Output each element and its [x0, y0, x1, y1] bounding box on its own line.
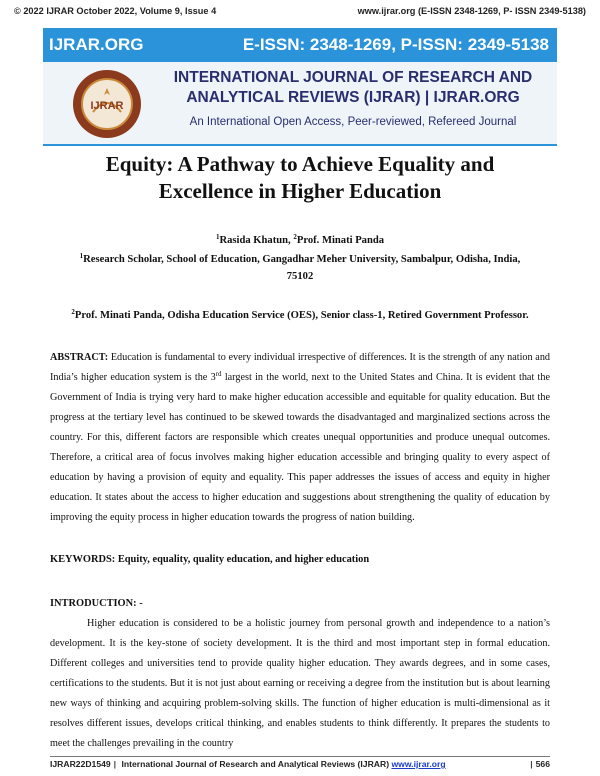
- banner-site-name: IJRAR.ORG: [49, 35, 144, 54]
- abstract-superscript: rd: [215, 370, 222, 378]
- logo-text: IJRAR: [90, 100, 124, 112]
- header-issue-info: © 2022 IJRAR October 2022, Volume 9, Issue 4: [14, 6, 217, 16]
- abstract: [50, 348, 550, 528]
- abstract-text-1: Education is fundamental to every individual irrespective of differences. It is the strength of any nation and India’s higher education system is the 3: [50, 352, 551, 383]
- affiliation-2: $^2$Prof. Minati Panda, Odisha Education Service (OES), Senior class-1, Retired Government Professor.: [71, 308, 529, 321]
- footer-paper-id: IJRAR22D1549: [50, 759, 111, 769]
- journal-name-line1: INTERNATIONAL JOURNAL OF RESEARCH AND: [173, 69, 533, 86]
- header-website-issn: www.ijrar.org (E-ISSN 2348-1269, P- ISSN 2349-5138): [357, 6, 586, 16]
- affiliation-1-pin: 75102: [286, 271, 314, 282]
- abstract-text-2: largest in the world, next to the United States and China. It is evident that the Government of India is trying very hard to make higher education accessible and equitable for quality education. But the progress at the tertiary level has continued to be skewed towards the disadvantaged and marginalized sections across the country. For this, different factors are responsible which creates unequal opportunities and produce unequal outcomes. Therefore, a critical area of focus involves making higher education accessible and bringing quality to every aspect of education by having a provision of equity and equality. This paper addresses the issues of access and equity in higher education. It states about the access to higher education and suggestions about strengthening the quality of education by improving the equity process in higher education towards the progress of nation building.: [50, 372, 551, 523]
- author-1: Rasida Khatun,: [219, 235, 291, 246]
- footer-page-number: 566: [535, 759, 550, 769]
- author-2: Prof. Minati Panda: [296, 235, 385, 246]
- banner-issn: E-ISSN: 2348-1269, P-ISSN: 2349-5138: [242, 35, 549, 54]
- introduction-heading: INTRODUCTION: -: [50, 598, 143, 609]
- abstract-label: ABSTRACT:: [50, 352, 109, 363]
- author-line: $^1$Rasida Khatun, $^2$Prof. Minati Panda: [215, 233, 385, 246]
- affiliation-1: $^1$Research Scholar, School of Education, Gangadhar Meher University, Sambalpur, Odisha, India, 75102: [40, 251, 560, 285]
- journal-logo-icon: [71, 64, 143, 142]
- title-line1: Equity: A Pathway to Achieve Equality and: [105, 152, 495, 176]
- page-footer: IJRAR22D1549 | International Journal of Research and Analytical Reviews (IJRAR) www.ijrar.org | 566: [50, 759, 550, 769]
- footer-journal: International Journal of Research and Analytical Reviews (IJRAR): [121, 759, 390, 769]
- footer-link[interactable]: www.ijrar.org: [391, 759, 446, 769]
- banner-body: [43, 62, 557, 146]
- introduction-paragraph: Higher education is considered to be a holistic journey from personal growth and independence to a nation’s development. It is the key-stone of society development. It is the third and most important step in formal education. Different colleges and universities tend to provide quality higher education. They awards degrees, and in some cases, certifications to the students. But it is not just about earning or receiving a degree from the institution but is about learning new ways of thinking and acquiring problem-solving skills. The function of higher education is multi-dimensional as it resolves different issues, develops critical thinking, and enables students to think differently. It prepares the students to meet the challenges prevailing in the country: [50, 618, 550, 749]
- affiliation-1-text: Research Scholar, School of Education, Gangadhar Meher University, Sambalpur, Odisha, India,: [83, 254, 521, 265]
- journal-name-line2: ANALYTICAL REVIEWS (IJRAR) | IJRAR.ORG: [186, 89, 520, 106]
- keywords: KEYWORDS: Equity, equality, quality education, and higher education: [50, 554, 370, 565]
- paper-title: [50, 151, 550, 205]
- journal-banner: [43, 28, 557, 146]
- journal-name: [153, 68, 553, 108]
- running-header: [14, 6, 586, 20]
- title-line2: Excellence in Higher Education: [158, 179, 442, 203]
- journal-tagline: An International Open Access, Peer-reviewed, Refereed Journal: [189, 116, 517, 128]
- affiliation-2-text: Prof. Minati Panda, Odisha Education Service (OES), Senior class-1, Retired Government Professor.: [74, 310, 529, 321]
- banner-strip: [43, 28, 557, 62]
